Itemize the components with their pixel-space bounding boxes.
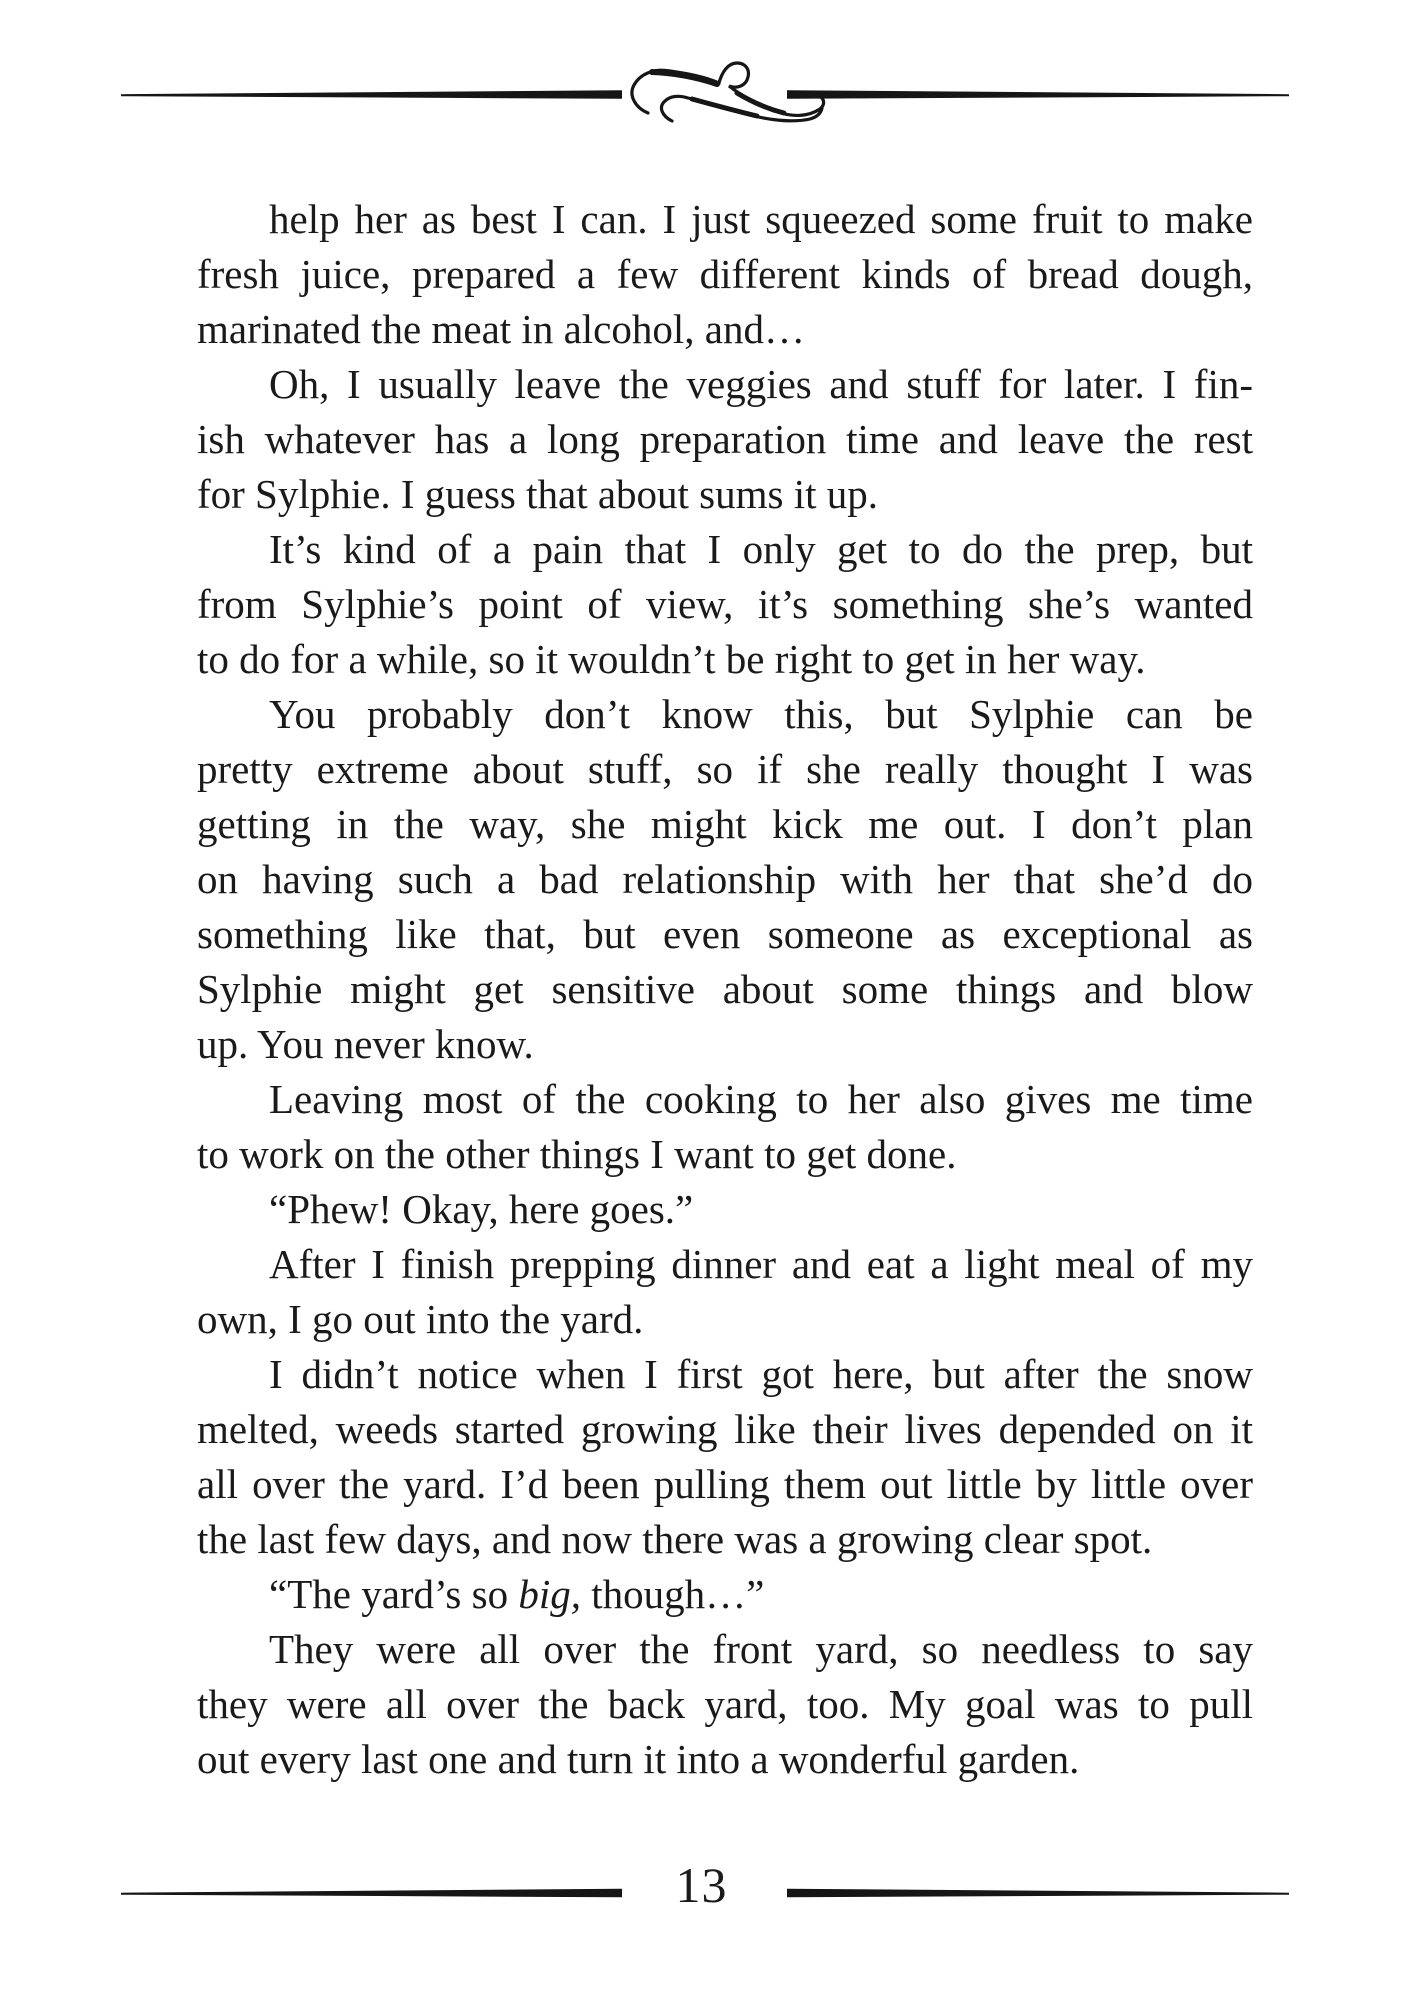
page-footer <box>0 1838 1403 1958</box>
text-line: “The yard’s so big, though…” <box>269 1571 765 1617</box>
text-line: It’s kind of a pain that I only get to do the prep, but <box>269 526 1253 572</box>
text-line: Leaving most of the cooking to her also gives me time <box>269 1076 1253 1122</box>
text-line: I didn’t notice when I first got here, but after the snow <box>269 1351 1253 1397</box>
paragraph <box>197 1347 1253 1567</box>
text-line: something like that, but even someone as exceptional as <box>197 911 1253 957</box>
text-line: help her as best I can. I just squeezed some fruit to make <box>269 196 1253 242</box>
text-line: ish whatever has a long preparation time and leave the rest <box>197 416 1253 462</box>
text-block <box>197 192 1253 1787</box>
paragraph <box>197 1182 1253 1237</box>
text-line: they were all over the back yard, too. My goal was to pull <box>197 1681 1253 1727</box>
text-line: the last few days, and now there was a growing clear spot. <box>197 1516 1153 1562</box>
header-divider <box>0 0 1403 170</box>
text-line: out every last one and turn it into a wonderful garden. <box>197 1736 1080 1782</box>
text-line: marinated the meat in alcohol, and… <box>197 306 805 352</box>
paragraph <box>197 1237 1253 1347</box>
page-number: 13 <box>675 1857 728 1913</box>
paragraph <box>197 1072 1253 1182</box>
paragraph <box>197 1622 1253 1787</box>
paragraph <box>197 522 1253 687</box>
text-line: melted, weeds started growing like their lives depended on it <box>197 1406 1253 1452</box>
paragraph <box>197 357 1253 522</box>
text-line: from Sylphie’s point of view, it’s something she’s wanted <box>197 581 1253 627</box>
text-line: to do for a while, so it wouldn’t be right to get in her way. <box>197 636 1146 682</box>
header-rule-right <box>787 90 1289 99</box>
header-rule-left <box>121 90 622 99</box>
text-line: Sylphie might get sensitive about some things and blow <box>197 966 1253 1012</box>
text-line: all over the yard. I’d been pulling them out little by little over <box>197 1461 1253 1507</box>
paragraph <box>197 192 1253 357</box>
text-line: getting in the way, she might kick me out. I don’t plan <box>197 801 1253 847</box>
text-line: on having such a bad relationship with her that she’d do <box>197 856 1253 902</box>
text-line: After I finish prepping dinner and eat a light meal of my <box>269 1241 1253 1287</box>
text-line: own, I go out into the yard. <box>197 1296 644 1342</box>
text-line: They were all over the front yard, so needless to say <box>269 1626 1253 1672</box>
paragraph <box>197 687 1253 1072</box>
text-line: to work on the other things I want to get done. <box>197 1131 957 1177</box>
text-line: pretty extreme about stuff, so if she really thought I was <box>197 746 1253 792</box>
text-line: fresh juice, prepared a few different kinds of bread dough, <box>197 251 1253 297</box>
text-line: Oh, I usually leave the veggies and stuff for later. I fin- <box>269 361 1253 407</box>
text-line: for Sylphie. I guess that about sums it up. <box>197 471 879 517</box>
text-line: up. You never know. <box>197 1021 534 1067</box>
text-line: You probably don’t know this, but Sylphie can be <box>269 691 1253 737</box>
text-line: “Phew! Okay, here goes.” <box>269 1186 694 1232</box>
paragraph <box>197 1567 1253 1622</box>
